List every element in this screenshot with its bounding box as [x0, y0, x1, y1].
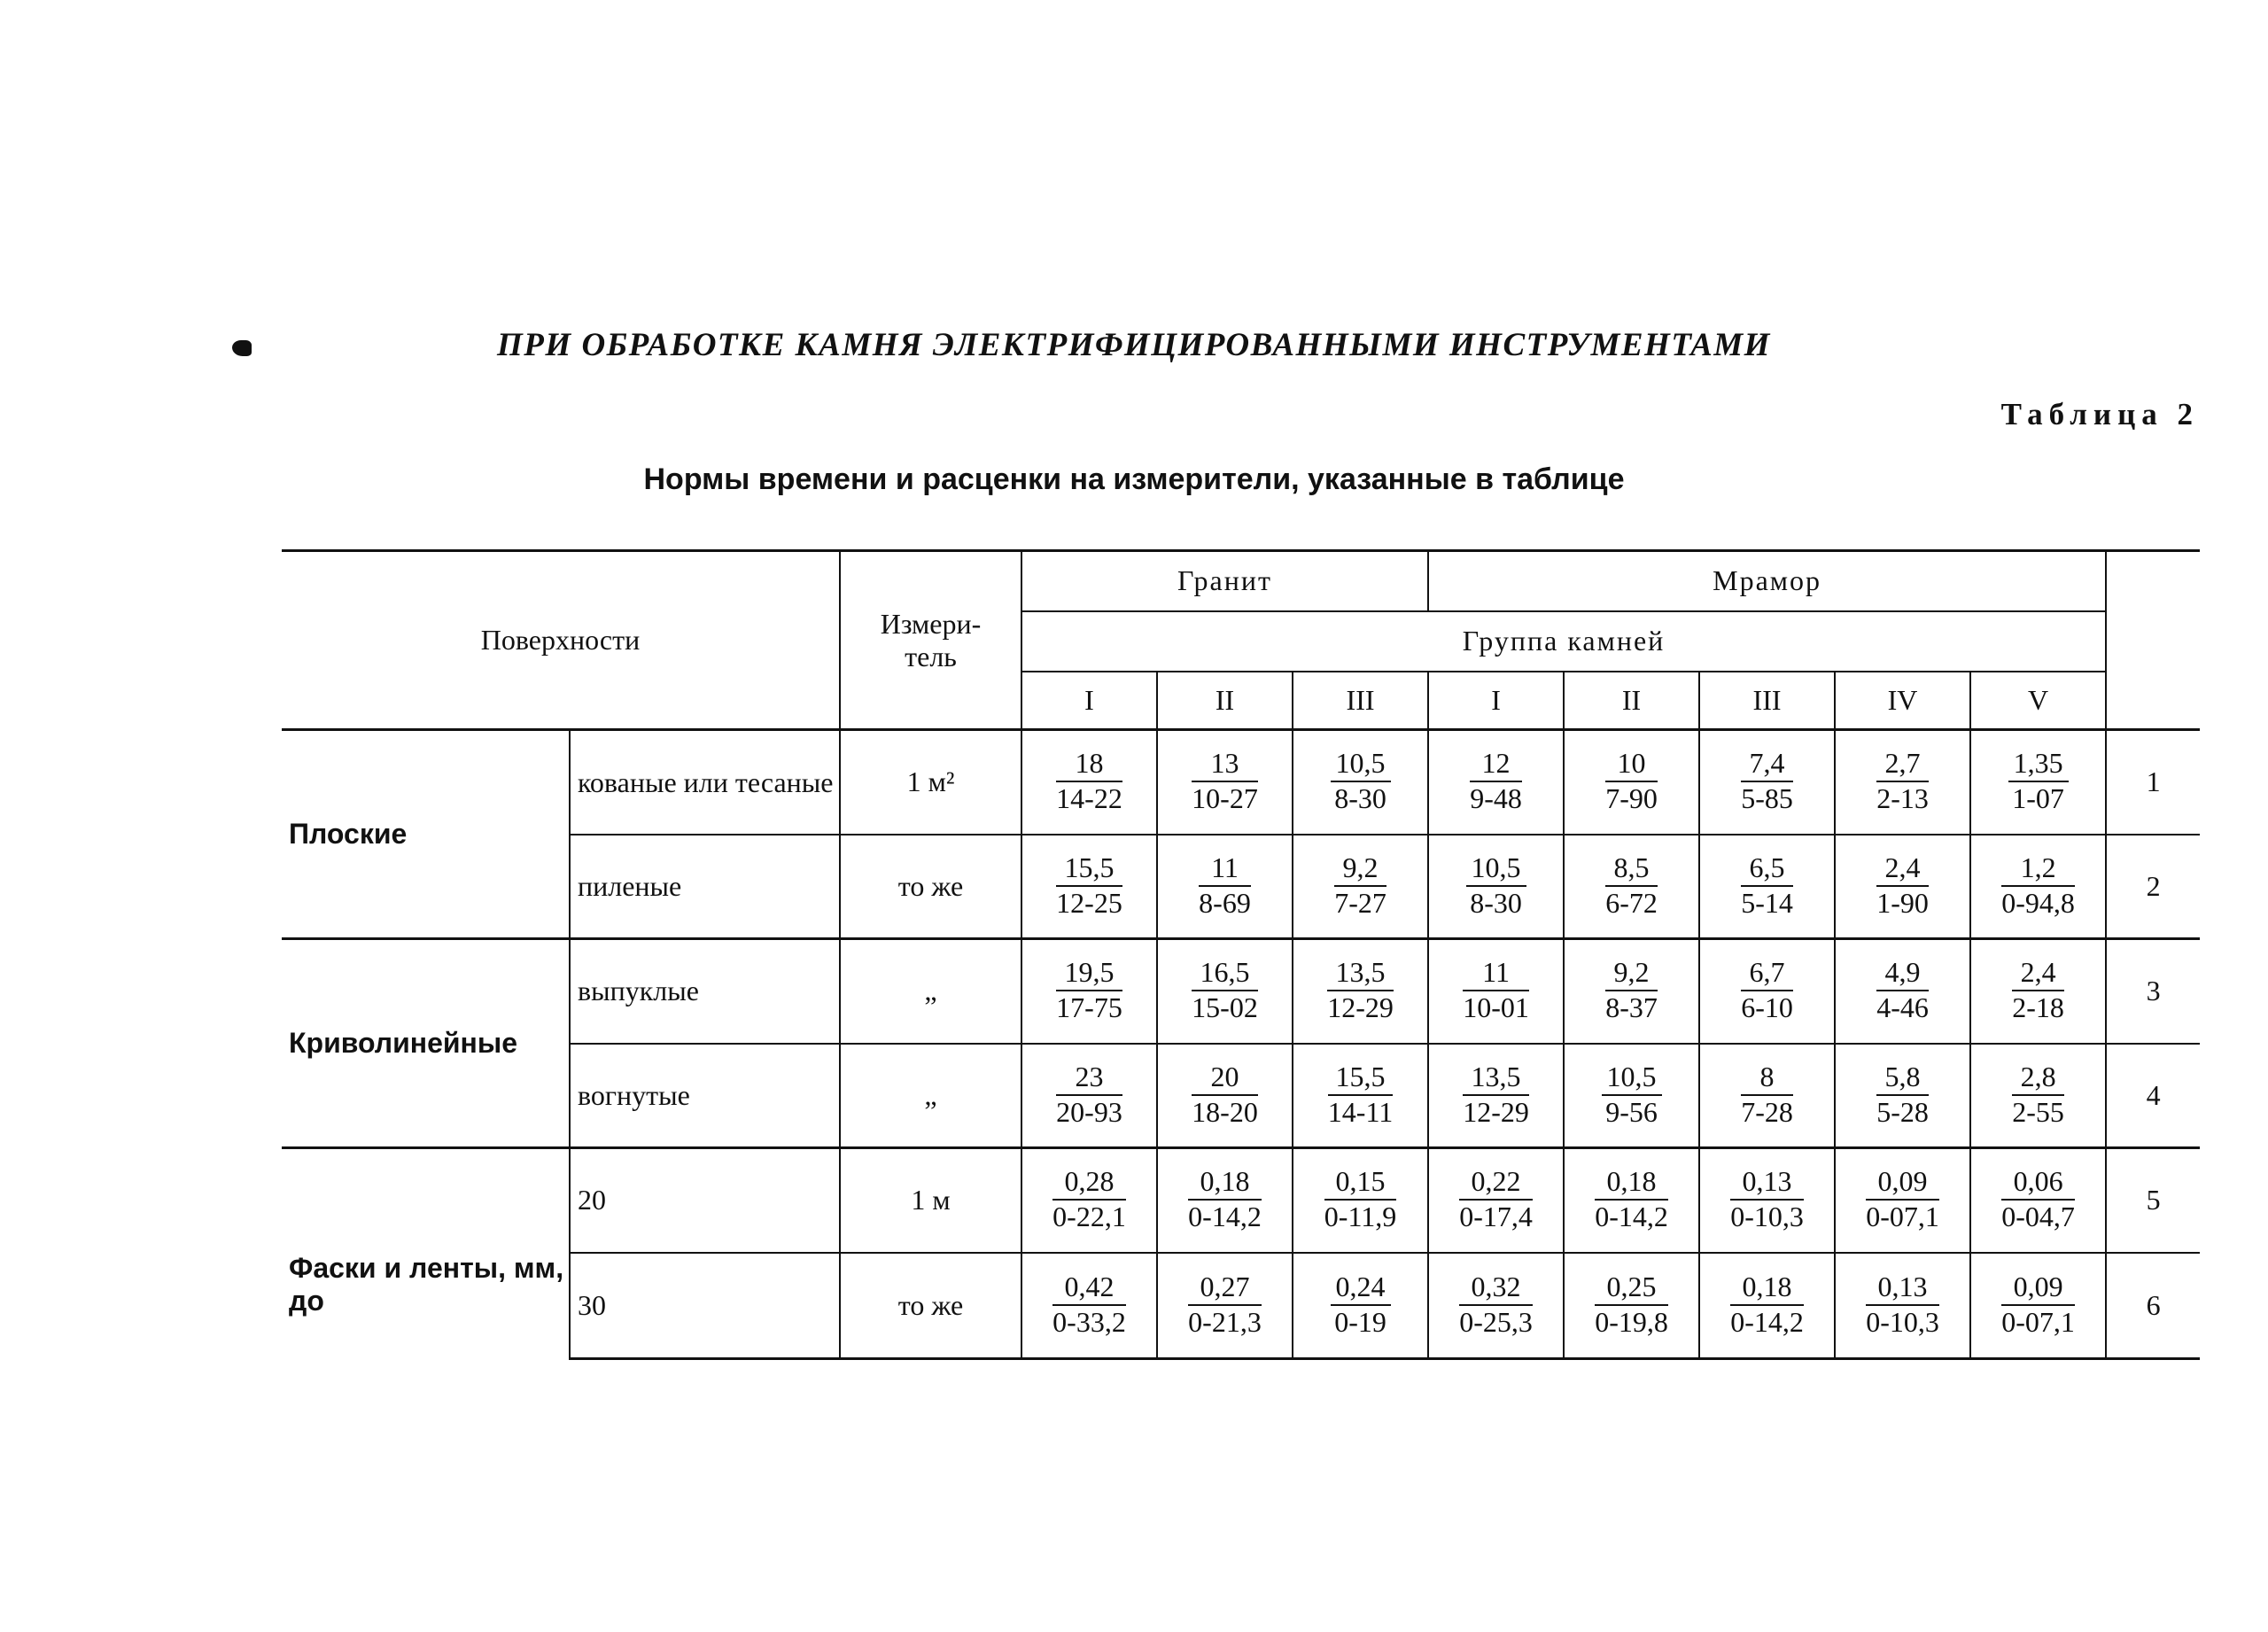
time-norm-value: 0,09	[1866, 1167, 1939, 1201]
norm-cell	[1293, 835, 1428, 939]
rate-value: 9-48	[1470, 782, 1522, 815]
time-rate-fraction	[1188, 1272, 1262, 1337]
time-norm-value: 0,18	[1730, 1272, 1804, 1306]
time-norm-value: 2,7	[1876, 749, 1929, 782]
norm-cell	[1293, 1253, 1428, 1359]
rate-value: 0-07,1	[2001, 1305, 2075, 1338]
rate-value: 8-30	[1334, 782, 1386, 815]
time-rate-fraction	[1741, 749, 1793, 813]
time-rate-fraction	[1324, 1167, 1396, 1232]
time-rate-fraction	[2008, 749, 2069, 813]
rate-value: 0-94,8	[2001, 886, 2075, 919]
norm-cell	[1428, 939, 1564, 1044]
norm-cell	[1699, 835, 1835, 939]
time-rate-fraction	[1056, 1062, 1122, 1127]
norm-cell	[1428, 1148, 1564, 1253]
time-rate-fraction	[1605, 749, 1658, 813]
time-norm-value: 0,18	[1188, 1167, 1262, 1201]
time-rate-fraction	[1876, 1062, 1929, 1127]
norm-cell	[1699, 1148, 1835, 1253]
time-rate-fraction	[1192, 1062, 1258, 1127]
time-rate-fraction	[1188, 1167, 1262, 1232]
time-rate-fraction	[1052, 1167, 1126, 1232]
time-norm-value: 0,22	[1459, 1167, 1533, 1201]
measure-unit-cell: то же	[840, 835, 1021, 939]
norm-cell	[1564, 1253, 1699, 1359]
time-norm-value: 15,5	[1056, 853, 1122, 887]
rate-value: 14-11	[1327, 1095, 1394, 1128]
time-rate-fraction	[1056, 958, 1122, 1022]
time-rate-fraction	[1605, 958, 1658, 1022]
time-rate-fraction	[1866, 1167, 1939, 1232]
time-norm-value: 0,13	[1866, 1272, 1939, 1306]
time-rate-fraction	[1741, 958, 1793, 1022]
rate-value: 1-07	[2012, 782, 2064, 815]
time-norm-value: 9,2	[1334, 853, 1386, 887]
rate-value: 2-13	[1876, 782, 1929, 815]
time-rate-fraction	[1730, 1167, 1804, 1232]
time-rate-fraction	[1605, 853, 1658, 918]
norm-cell	[1564, 1148, 1699, 1253]
time-rate-fraction	[1459, 1272, 1533, 1337]
norm-cell	[1835, 835, 1970, 939]
table-row	[282, 730, 2200, 835]
rate-value: 0-19,8	[1595, 1305, 1668, 1338]
time-rate-fraction	[1463, 1062, 1529, 1127]
header-stone-group: Группа камней	[1021, 611, 2106, 672]
time-rate-fraction	[1192, 958, 1258, 1022]
rate-value: 0-07,1	[1866, 1201, 1939, 1233]
table-row	[282, 1253, 2200, 1359]
time-rate-fraction	[1876, 853, 1929, 918]
time-norm-value: 0,13	[1730, 1167, 1804, 1201]
rate-value: 7-27	[1334, 886, 1386, 919]
rate-value: 0-14,2	[1188, 1201, 1262, 1233]
rate-value: 9-56	[1605, 1095, 1658, 1128]
rate-value: 0-17,4	[1459, 1201, 1533, 1233]
time-rate-fraction	[1866, 1272, 1939, 1337]
norm-cell	[1157, 835, 1293, 939]
norm-cell	[1970, 730, 2106, 835]
rate-value: 0-19	[1334, 1305, 1386, 1338]
header-marble: Мрамор	[1428, 551, 2106, 611]
rate-value: 6-72	[1605, 886, 1658, 919]
norm-cell	[1428, 835, 1564, 939]
time-rate-fraction	[2001, 853, 2075, 918]
norm-cell	[1699, 1253, 1835, 1359]
norm-cell	[1293, 939, 1428, 1044]
time-norm-value: 9,2	[1605, 958, 1658, 991]
time-norm-value: 19,5	[1056, 958, 1122, 991]
table-number-label: Таблица 2	[2000, 397, 2199, 431]
time-norm-value: 18	[1056, 749, 1122, 782]
surface-subtype-label: вогнутые	[570, 1044, 840, 1148]
norm-cell	[1564, 835, 1699, 939]
rate-value: 0-22,1	[1052, 1201, 1126, 1233]
page-heading: ПРИ ОБРАБОТКЕ КАМНЯ ЭЛЕКТРИФИЦИРОВАННЫМИ ИНСТРУМЕНТАМИ	[497, 327, 1771, 363]
rate-value: 1-90	[1876, 886, 1929, 919]
time-rate-fraction	[1466, 853, 1526, 918]
time-rate-fraction	[1730, 1272, 1804, 1337]
time-norm-value: 8	[1741, 1062, 1793, 1096]
rate-value: 8-37	[1605, 991, 1658, 1024]
time-rate-fraction	[2012, 958, 2064, 1022]
time-norm-value: 20	[1192, 1062, 1258, 1096]
time-rate-fraction	[1876, 958, 1929, 1022]
time-norm-value: 0,09	[2001, 1272, 2075, 1306]
rate-value: 5-85	[1741, 782, 1793, 815]
time-rate-fraction	[1595, 1272, 1668, 1337]
header-rownum-blank	[2106, 551, 2200, 730]
measure-unit-cell: 1 м	[840, 1148, 1021, 1253]
time-norm-value: 10,5	[1466, 853, 1526, 887]
time-norm-value: 4,9	[1876, 958, 1929, 991]
time-norm-value: 10	[1605, 749, 1658, 782]
norm-cell	[1428, 1253, 1564, 1359]
rate-value: 0-14,2	[1730, 1305, 1804, 1338]
time-rate-fraction	[1741, 853, 1793, 918]
norm-cell	[1428, 1044, 1564, 1148]
measure-unit-cell: „	[840, 939, 1021, 1044]
time-norm-value: 11	[1463, 958, 1529, 991]
rate-value: 14-22	[1056, 782, 1122, 815]
time-rate-fraction	[1334, 853, 1386, 918]
time-norm-value: 13	[1192, 749, 1258, 782]
time-norm-value: 6,5	[1741, 853, 1793, 887]
time-norm-value: 8,5	[1605, 853, 1658, 887]
norm-cell	[1970, 1148, 2106, 1253]
rate-value: 10-01	[1463, 991, 1529, 1024]
rate-value: 8-69	[1199, 886, 1251, 919]
surface-subtype-label: выпуклые	[570, 939, 840, 1044]
rate-value: 20-93	[1056, 1095, 1122, 1128]
time-rate-fraction	[1056, 853, 1122, 918]
row-number: 4	[2106, 1044, 2200, 1148]
rate-value: 12-29	[1327, 991, 1394, 1024]
header-group-4: I	[1428, 672, 1564, 730]
time-norm-value: 0,25	[1595, 1272, 1668, 1306]
rate-value: 2-18	[2012, 991, 2064, 1024]
rate-value: 10-27	[1192, 782, 1258, 815]
header-group-7: IV	[1835, 672, 1970, 730]
table-row	[282, 835, 2200, 939]
measure-unit-cell: „	[840, 1044, 1021, 1148]
header-group-3: III	[1293, 672, 1428, 730]
time-norm-value: 1,35	[2008, 749, 2069, 782]
time-rate-fraction	[1595, 1167, 1668, 1232]
time-norm-value: 2,4	[1876, 853, 1929, 887]
rate-value: 12-29	[1463, 1095, 1529, 1128]
norm-cell	[1021, 835, 1157, 939]
norm-cell	[1970, 1044, 2106, 1148]
time-norm-value: 0,06	[2001, 1167, 2075, 1201]
measure-unit-cell: 1 м²	[840, 730, 1021, 835]
norm-cell	[1021, 1044, 1157, 1148]
time-rate-fraction	[1331, 1272, 1391, 1337]
rate-value: 15-02	[1192, 991, 1258, 1024]
surface-group-label: Плоские	[282, 730, 570, 939]
norm-cell	[1157, 1148, 1293, 1253]
norm-cell	[1970, 939, 2106, 1044]
norm-cell	[1157, 1044, 1293, 1148]
time-rate-fraction	[1328, 1062, 1393, 1127]
norm-cell	[1970, 1253, 2106, 1359]
time-rate-fraction	[2012, 1062, 2064, 1127]
norm-cell	[1293, 1044, 1428, 1148]
norm-cell	[1293, 1148, 1428, 1253]
norm-cell	[1428, 730, 1564, 835]
time-norm-value: 16,5	[1192, 958, 1258, 991]
time-rate-fraction	[1192, 749, 1258, 813]
time-norm-value: 6,7	[1741, 958, 1793, 991]
surface-group-label: Фаски и ленты, мм, до	[282, 1148, 570, 1359]
measure-unit-cell: то же	[840, 1253, 1021, 1359]
time-norm-value: 0,24	[1331, 1272, 1391, 1306]
norm-cell	[1835, 730, 1970, 835]
rate-value: 0-14,2	[1595, 1201, 1668, 1233]
header-surfaces: Поверхности	[282, 551, 840, 730]
rate-value: 0-33,2	[1052, 1305, 1126, 1338]
surface-group-label: Криволинейные	[282, 939, 570, 1148]
time-norm-value: 0,18	[1595, 1167, 1668, 1201]
rate-value: 0-10,3	[1866, 1305, 1939, 1338]
time-norm-value: 7,4	[1741, 749, 1793, 782]
rate-value: 0-04,7	[2001, 1201, 2075, 1233]
time-norm-value: 5,8	[1876, 1062, 1929, 1096]
rate-value: 18-20	[1192, 1095, 1258, 1128]
time-rate-fraction	[2001, 1167, 2075, 1232]
norm-cell	[1021, 1253, 1157, 1359]
row-number: 1	[2106, 730, 2200, 835]
rate-value: 2-55	[2012, 1095, 2064, 1128]
norm-cell	[1835, 1253, 1970, 1359]
norm-cell	[1564, 939, 1699, 1044]
norm-cell	[1293, 730, 1428, 835]
surface-subtype-label: кованые или тесаные	[570, 730, 840, 835]
time-norm-value: 0,15	[1324, 1167, 1396, 1201]
time-norm-value: 10,5	[1602, 1062, 1662, 1096]
norms-table	[282, 549, 2200, 1360]
time-rate-fraction	[1052, 1272, 1126, 1337]
rate-value: 6-10	[1741, 991, 1793, 1024]
rate-value: 4-46	[1876, 991, 1929, 1024]
norm-cell	[1699, 1044, 1835, 1148]
norm-cell	[1157, 730, 1293, 835]
row-number: 3	[2106, 939, 2200, 1044]
norm-cell	[1970, 835, 2106, 939]
table-row	[282, 939, 2200, 1044]
norm-cell	[1835, 939, 1970, 1044]
header-group-5: II	[1564, 672, 1699, 730]
time-norm-value: 0,32	[1459, 1272, 1533, 1306]
time-norm-value: 23	[1056, 1062, 1122, 1096]
header-granite: Гранит	[1021, 551, 1428, 611]
norm-cell	[1699, 939, 1835, 1044]
table-row	[282, 1148, 2200, 1253]
time-norm-value: 2,8	[2012, 1062, 2064, 1096]
header-measure: Измери-тель	[840, 551, 1021, 730]
rate-value: 8-30	[1470, 886, 1522, 919]
time-norm-value: 2,4	[2012, 958, 2064, 991]
rate-value: 7-28	[1741, 1095, 1793, 1128]
rate-value: 5-14	[1741, 886, 1793, 919]
norm-cell	[1699, 730, 1835, 835]
time-norm-value: 0,42	[1052, 1272, 1126, 1306]
time-rate-fraction	[1459, 1167, 1533, 1232]
norm-cell	[1157, 939, 1293, 1044]
time-rate-fraction	[1876, 749, 1929, 813]
norm-cell	[1835, 1044, 1970, 1148]
norm-cell	[1564, 730, 1699, 835]
time-rate-fraction	[1331, 749, 1391, 813]
rate-value: 0-21,3	[1188, 1305, 1262, 1338]
time-rate-fraction	[2001, 1272, 2075, 1337]
norm-cell	[1835, 1148, 1970, 1253]
rate-value: 7-90	[1605, 782, 1658, 815]
norm-cell	[1021, 1148, 1157, 1253]
time-norm-value: 13,5	[1463, 1062, 1529, 1096]
rate-value: 5-28	[1876, 1095, 1929, 1128]
time-norm-value: 13,5	[1327, 958, 1394, 991]
time-rate-fraction	[1741, 1062, 1793, 1127]
table-subtitle: Нормы времени и расценки на измерители, указанные в таблице	[643, 462, 1625, 496]
norm-cell	[1564, 1044, 1699, 1148]
time-rate-fraction	[1327, 958, 1394, 1022]
time-norm-value: 12	[1470, 749, 1522, 782]
row-number: 5	[2106, 1148, 2200, 1253]
time-rate-fraction	[1463, 958, 1529, 1022]
time-norm-value: 10,5	[1331, 749, 1391, 782]
rate-value: 0-25,3	[1459, 1305, 1533, 1338]
time-rate-fraction	[1056, 749, 1122, 813]
rate-value: 12-25	[1056, 886, 1122, 919]
time-norm-value: 0,28	[1052, 1167, 1126, 1201]
surface-subtype-label: 20	[570, 1148, 840, 1253]
norm-cell	[1021, 939, 1157, 1044]
header-group-2: II	[1157, 672, 1293, 730]
time-norm-value: 1,2	[2001, 853, 2075, 887]
rate-value: 17-75	[1056, 991, 1122, 1024]
rate-value: 0-11,9	[1324, 1201, 1397, 1233]
header-group-1: I	[1021, 672, 1157, 730]
rate-value: 0-10,3	[1730, 1201, 1804, 1233]
time-rate-fraction	[1470, 749, 1522, 813]
header-group-6: III	[1699, 672, 1835, 730]
norm-cell	[1157, 1253, 1293, 1359]
time-norm-value: 11	[1199, 853, 1251, 887]
norm-cell	[1021, 730, 1157, 835]
table-row	[282, 1044, 2200, 1148]
time-norm-value: 15,5	[1328, 1062, 1393, 1096]
row-number: 2	[2106, 835, 2200, 939]
row-number: 6	[2106, 1253, 2200, 1359]
time-norm-value: 0,27	[1188, 1272, 1262, 1306]
surface-subtype-label: пиленые	[570, 835, 840, 939]
time-rate-fraction	[1602, 1062, 1662, 1127]
time-rate-fraction	[1199, 853, 1251, 918]
header-group-8: V	[1970, 672, 2106, 730]
surface-subtype-label: 30	[570, 1253, 840, 1359]
